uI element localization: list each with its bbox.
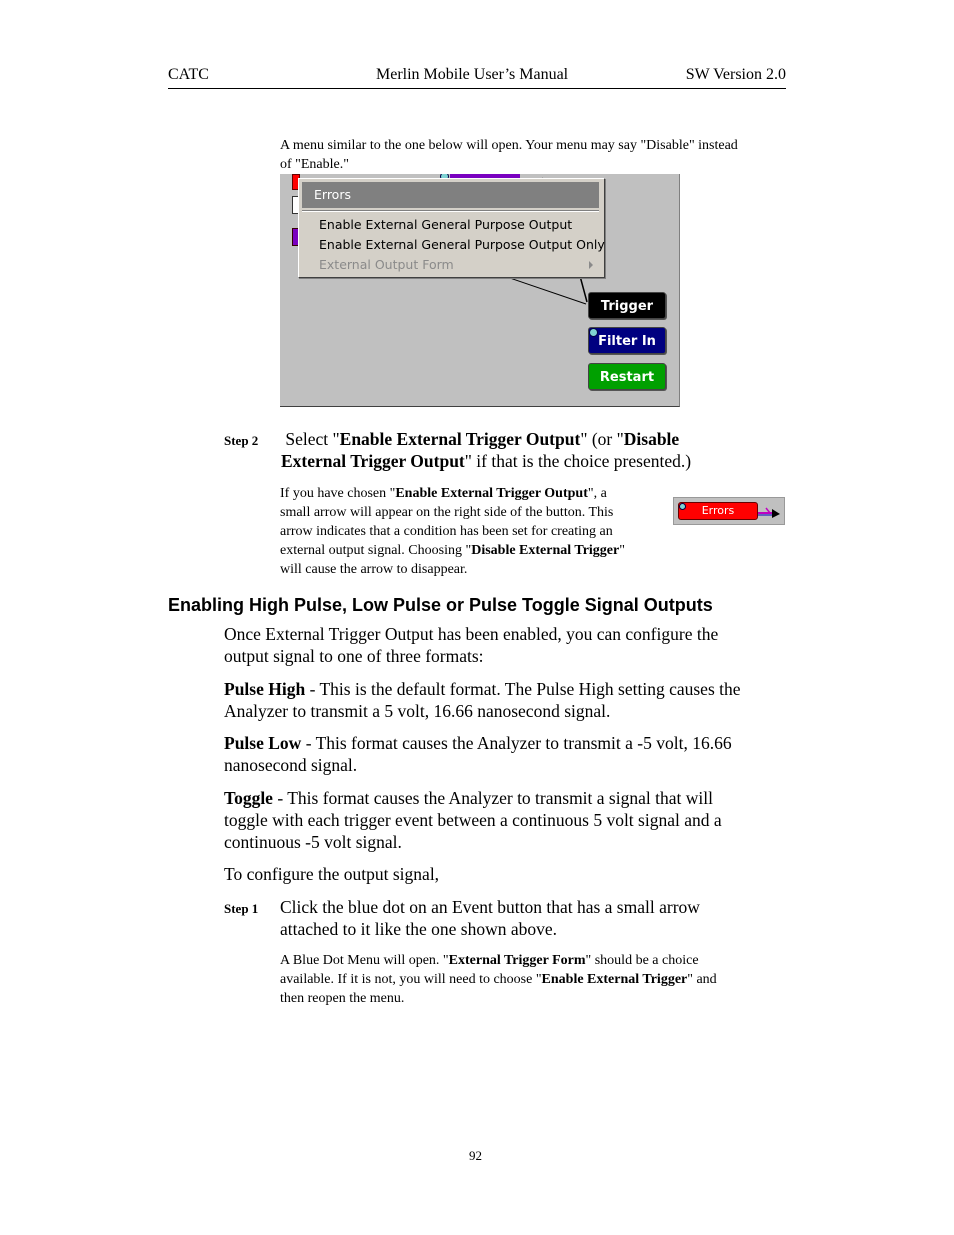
- header-center: Merlin Mobile User’s Manual: [376, 66, 569, 83]
- step-label: Step 1: [224, 901, 259, 916]
- page-number: 92: [469, 1148, 482, 1163]
- page-header: [168, 66, 786, 89]
- blue-dot-icon: [679, 503, 686, 510]
- configure-text: To configure the output signal,: [224, 864, 440, 884]
- errors-button: Errors: [678, 502, 758, 520]
- step1-text: Click the blue dot on an Event button that has a small arrow attached to it like the one shown above.: [280, 897, 700, 939]
- step2-note: If you have chosen "Enable External Trigger Output", a small arrow will appear on the right side of the button. This arrow indicates that a condition has been set for creating an external output signal. Choosing "Disable External Trigger" will cause the arrow to disappear.: [280, 486, 625, 577]
- step2-text: Select "Enable External Trigger Output" (or "Disable External Trigger Output" if that is the choice presented.): [281, 429, 692, 471]
- header-right: SW Version 2.0: [685, 66, 786, 83]
- pulse-high-paragraph: Pulse High - This is the default format. The Pulse High setting causes the Analyzer to transmit a 5 volt, 16.66 nanosecond signal.: [224, 679, 741, 721]
- header-left: CATC: [168, 66, 209, 83]
- menu-item-enable-output[interactable]: Enable External General Purpose Output: [319, 217, 573, 232]
- menu-item-external-output-form: External Output Form: [319, 257, 454, 272]
- arrow-icon: [758, 504, 782, 518]
- trigger-button[interactable]: Trigger: [588, 292, 666, 319]
- intro-text: A menu similar to the one below will open. Your menu may say "Disable" instead of "Enable.": [280, 138, 738, 172]
- filter-in-button[interactable]: Filter In: [588, 327, 666, 354]
- menu-title: Errors: [302, 182, 599, 208]
- errors-button-screenshot: [673, 497, 785, 525]
- pulse-low-paragraph: Pulse Low - This format causes the Analyzer to transmit a -5 volt, 16.66 nanosecond signal.: [224, 733, 732, 775]
- context-menu: [298, 178, 605, 278]
- step-label: Step 2: [224, 433, 259, 448]
- toggle-paragraph: Toggle - This format causes the Analyzer to transmit a signal that will toggle with each trigger event between a continuous 5 volt signal and a continuous -5 volt signal.: [224, 788, 722, 852]
- restart-button[interactable]: Restart: [588, 363, 666, 390]
- step1-note: A Blue Dot Menu will open. "External Trigger Form" should be a choice available. If it is not, you will need to choose "Enable External Trigger" and then reopen the menu.: [280, 953, 717, 1006]
- menu-item-enable-output-only[interactable]: Enable External General Purpose Output Only: [319, 237, 605, 252]
- menu-separator: [302, 210, 599, 212]
- context-menu-screenshot: [280, 174, 680, 407]
- paragraph: Once External Trigger Output has been enabled, you can configure the output signal to one of three formats:: [224, 624, 719, 666]
- blue-dot-icon[interactable]: [589, 328, 598, 337]
- section-heading: Enabling High Pulse, Low Pulse or Pulse Toggle Signal Outputs: [168, 595, 713, 615]
- submenu-arrow-icon: [589, 261, 593, 269]
